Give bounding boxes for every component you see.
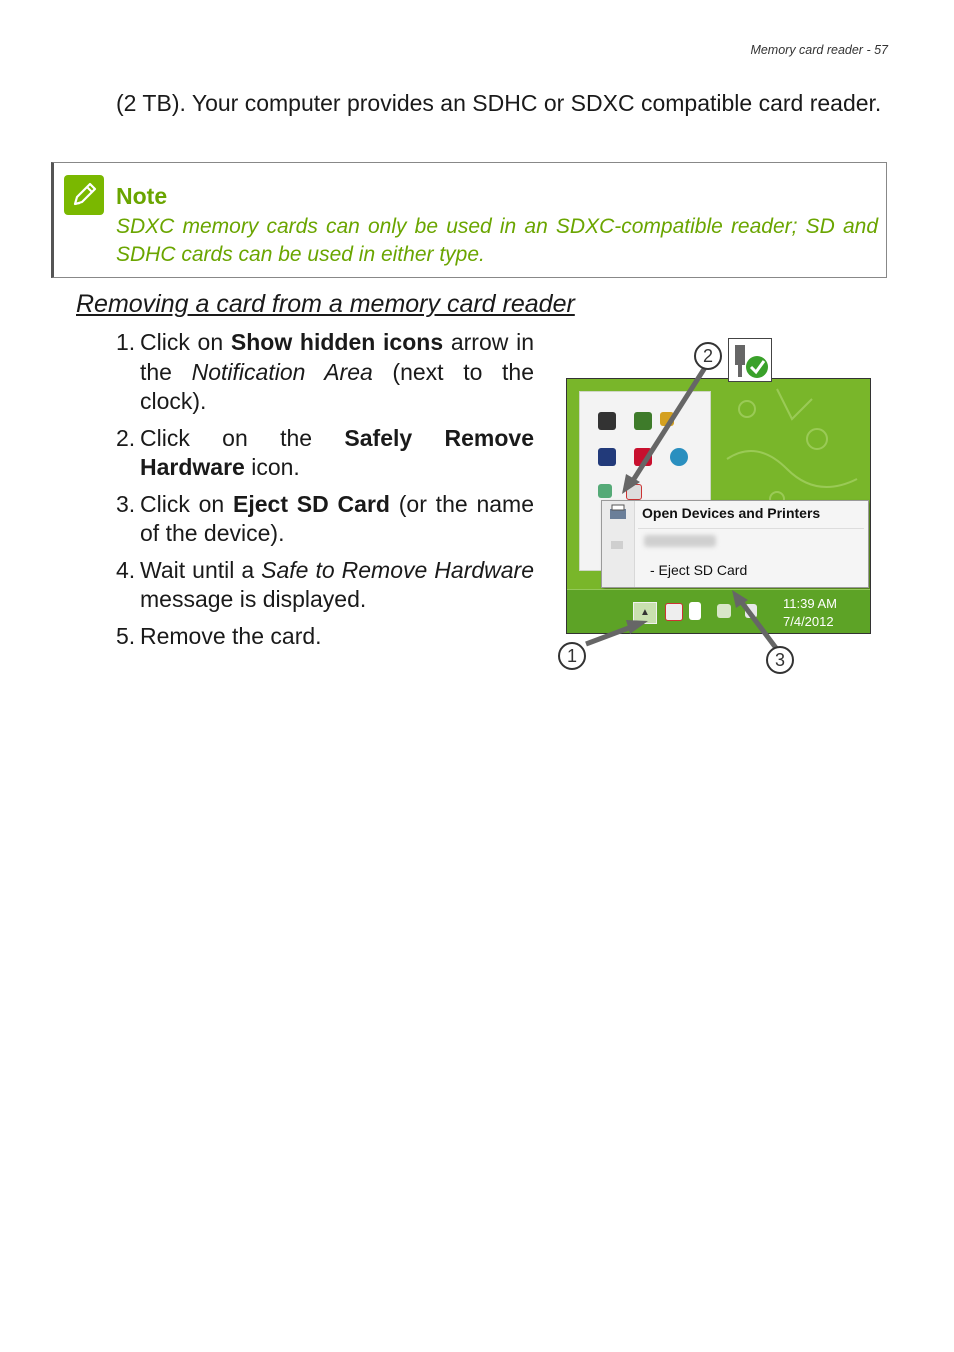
clock-date: 7/4/2012 — [783, 614, 834, 629]
clock-time: 11:39 AM — [783, 596, 837, 611]
note-title: Note — [116, 183, 168, 209]
step-italic: Safe to Remove Hardware — [261, 556, 534, 583]
step-text: icon. — [244, 454, 300, 480]
step-bold: Safely Remove Hardware — [140, 424, 534, 480]
step-5 — [116, 622, 534, 652]
callout-2: 2 — [694, 342, 722, 370]
note-text: SDXC memory cards can only be used in an SDXC-compatible reader; SD and SDHC cards can be used in either type. — [116, 215, 878, 266]
step-3 — [116, 490, 534, 549]
steps-list — [116, 328, 534, 658]
callout-1: 1 — [558, 642, 586, 670]
pencil-icon — [64, 175, 104, 215]
note-box — [51, 162, 887, 278]
step-number: 1. — [116, 329, 136, 355]
step-number: 4. — [116, 556, 136, 583]
step-4 — [116, 556, 534, 615]
step-text: (or the name of the device). — [140, 490, 534, 546]
step-text: Click on — [140, 329, 231, 355]
step-1 — [116, 328, 534, 417]
notification-area-figure — [550, 330, 880, 680]
open-devices-and-printers-item[interactable]: Open Devices and Printers — [642, 505, 821, 521]
step-text: message is displayed. — [140, 586, 367, 612]
step-bold: Show hidden icons — [230, 329, 444, 355]
show-hidden-icons-button[interactable]: ▲ — [633, 602, 657, 624]
step-text: Wait until a — [140, 556, 262, 583]
step-bold: Eject SD Card — [233, 490, 390, 517]
eject-sd-card-item[interactable]: - Eject SD Card — [650, 562, 748, 578]
step-number: 3. — [116, 490, 136, 517]
step-text: Click on — [140, 490, 234, 517]
step-number: 2. — [116, 424, 136, 451]
section-title: Removing a card from a memory card reader — [76, 290, 575, 318]
step-text: Remove the card. — [140, 622, 322, 649]
callout-arrows — [550, 330, 880, 680]
step-text: arrow in the — [140, 329, 534, 385]
step-italic: Notification Area — [191, 358, 373, 385]
step-text: (next to the clock). — [140, 358, 534, 414]
intro-paragraph: (2 TB). Your computer provides an SDHC or SDXC compatible card reader. — [116, 90, 882, 116]
running-head: Memory card reader - 57 — [750, 43, 888, 57]
step-number: 5. — [116, 622, 136, 649]
callout-3: 3 — [766, 646, 794, 674]
step-2 — [116, 424, 534, 483]
step-text: Click on the — [140, 424, 345, 451]
